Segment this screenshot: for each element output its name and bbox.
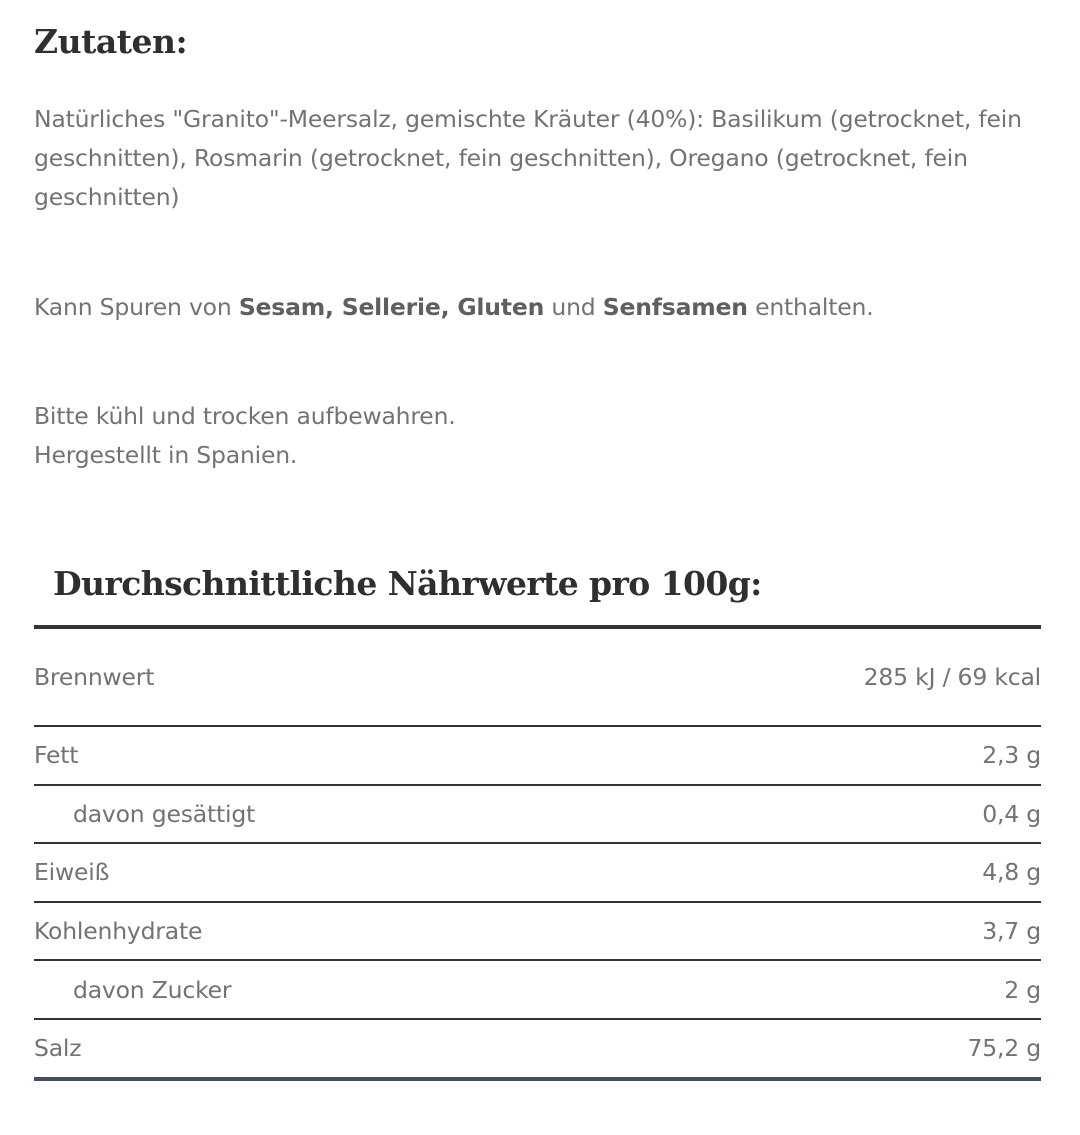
row-label: Salz <box>34 1034 82 1063</box>
table-row <box>34 844 1041 903</box>
allergen-suffix: enthalten. <box>747 293 874 321</box>
nutrition-title: Durchschnittliche Nährwerte pro 100g: <box>53 564 762 603</box>
row-value: 285 kJ / 69 kcal <box>863 663 1041 691</box>
row-label: Fett <box>34 741 79 770</box>
table-row <box>34 629 1041 727</box>
row-value: 4,8 g <box>982 858 1041 887</box>
table-row <box>34 727 1041 786</box>
allergen-mustard: Senfsamen <box>602 293 748 321</box>
row-value: 0,4 g <box>982 799 1041 828</box>
table-row <box>34 786 1041 845</box>
origin-text: Hergestellt in Spanien. <box>34 441 298 469</box>
row-label: Eiweiß <box>34 858 110 887</box>
allergen-prefix: Kann Spuren von <box>34 293 239 321</box>
row-label: davon Zucker <box>73 975 232 1004</box>
table-row <box>34 961 1041 1020</box>
allergen-conjunction: und <box>544 293 603 321</box>
allergen-list: Sesam, Sellerie, Gluten <box>238 293 545 321</box>
row-value: 3,7 g <box>982 917 1041 946</box>
table-row <box>34 903 1041 962</box>
allergen-notice <box>34 288 874 327</box>
storage-instructions: Bitte kühl und trocken aufbewahren. <box>34 402 456 430</box>
row-label: Brennwert <box>34 663 155 691</box>
ingredients-text: Natürliches "Granito"-Meersalz, gemischte Kräuter (40%): Basilikum (getrocknet, fein geschnitten), Rosmarin (getrocknet, fein geschnitten), Oregano (getrocknet, fein geschnitten) <box>34 105 1022 211</box>
table-row <box>34 1020 1041 1081</box>
row-value: 2,3 g <box>982 741 1041 770</box>
row-value: 75,2 g <box>967 1034 1041 1063</box>
ingredients-title: Zutaten: <box>34 22 188 61</box>
row-value: 2 g <box>1004 975 1041 1004</box>
row-label: Kohlenhydrate <box>34 917 203 946</box>
row-label: davon gesättigt <box>73 799 256 828</box>
nutrition-table <box>34 625 1041 1081</box>
